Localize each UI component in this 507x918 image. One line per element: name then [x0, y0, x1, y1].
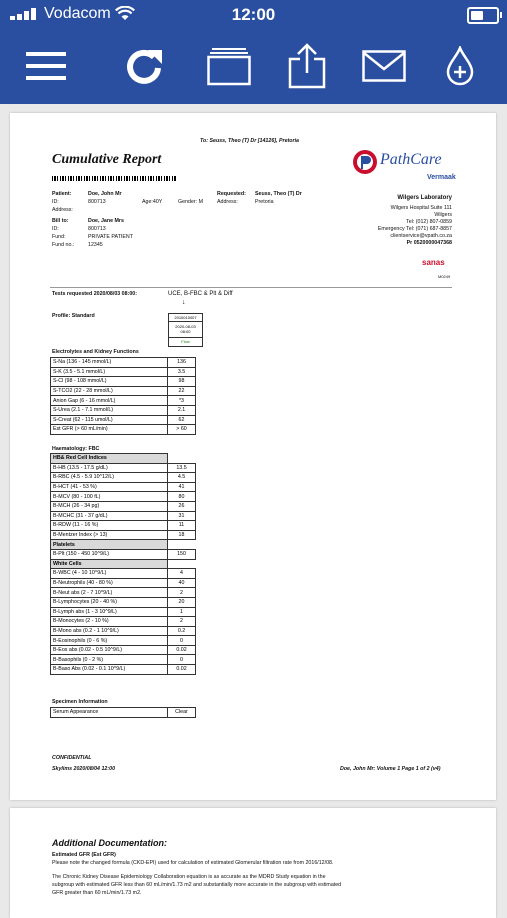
- table-section-label: Platelets: [51, 540, 168, 550]
- sanas-logo: [422, 258, 454, 282]
- test-name: Est GFR (> 60 mL/min): [51, 425, 168, 435]
- gfr-line-4: GFR greater than 60 mL/min/1.73 m2.: [52, 890, 142, 896]
- share-icon: [287, 43, 327, 89]
- requested-by: Seuss, Theo (T) Dr: [255, 191, 302, 197]
- test-value: 31: [168, 511, 196, 521]
- logo-sub: Vermaak: [427, 174, 456, 181]
- test-value: 2.1: [168, 405, 196, 415]
- test-value: 98: [168, 377, 196, 387]
- test-value: 4.5: [168, 473, 196, 483]
- battery-icon: [467, 7, 499, 24]
- patient-id: 800713: [88, 199, 106, 205]
- test-name: B-Neutrophils (40 - 80 %): [51, 578, 168, 588]
- test-name: B-Lymph abs (1 - 3 10^9/L): [51, 607, 168, 617]
- lab-name: Wilgers Laboratory: [397, 195, 452, 201]
- confidential-label: CONFIDENTIAL: [52, 755, 92, 761]
- specimen-header: Specimen Information: [52, 699, 108, 705]
- table-row: [51, 482, 196, 492]
- tests-requested: UCE, B-FBC & Plt & Diff: [168, 291, 233, 297]
- patient-label: Patient:: [52, 191, 72, 197]
- toolbar: [0, 28, 507, 104]
- fund-no-label: Fund no.:: [52, 242, 75, 248]
- divider-1: [50, 287, 452, 288]
- test-value: 13.5: [168, 463, 196, 473]
- mail-icon: [362, 50, 406, 82]
- table-section-row: [51, 540, 196, 550]
- test-value: 41: [168, 482, 196, 492]
- result-column-header: [168, 313, 203, 347]
- footer-left: Skylims 2020/08/04 12:00: [52, 766, 116, 772]
- table-row: [51, 386, 196, 396]
- requested-address-label: Address:: [217, 199, 238, 205]
- table-row: [51, 588, 196, 598]
- menu-button[interactable]: [22, 42, 70, 90]
- test-value: > 60: [168, 425, 196, 435]
- menu-icon: [26, 50, 66, 82]
- electrolytes-header: Electrolytes and Kidney Functions: [52, 349, 139, 355]
- share-button[interactable]: [283, 42, 331, 90]
- lab-email: clientservice@vpath.co.za: [390, 233, 452, 239]
- drop-icon: [445, 46, 475, 86]
- table-row: [51, 549, 196, 559]
- lab-emergency-tel: Emergency Tel: (071) 687-8857: [377, 226, 452, 232]
- table-section-label: White Cells: [51, 559, 168, 569]
- report-title: Cumulative Report: [52, 152, 162, 167]
- test-value: 2: [168, 617, 196, 627]
- test-value: 0: [168, 636, 196, 646]
- test-value: 11: [168, 521, 196, 531]
- sanas-code: M0249: [438, 274, 451, 279]
- table-row: [51, 501, 196, 511]
- test-name: B-HCT (41 - 53 %): [51, 482, 168, 492]
- test-name: Serum Appearance: [51, 708, 168, 718]
- test-value: 26: [168, 501, 196, 511]
- gfr-line-3: subgroup with estimated GFR less than 60 mL/min/1.73 m2 and substantially more accurate in the subgroup with estimated: [52, 882, 342, 888]
- test-name: B-Basophils (0 - 2 %): [51, 655, 168, 665]
- status-bar: [0, 0, 507, 28]
- address-label: Address:: [52, 207, 73, 213]
- test-name: S-Na (136 - 145 mmol/L): [51, 358, 168, 368]
- additional-doc-heading: Additional Documentation:: [52, 838, 167, 848]
- tabs-icon: [207, 46, 251, 86]
- down-arrow-icon: ↓: [182, 299, 186, 306]
- test-name: B-RDW (11 - 16 %): [51, 521, 168, 531]
- table-row: [51, 511, 196, 521]
- test-name: S-Creat (62 - 115 umol/L): [51, 415, 168, 425]
- table-row: [51, 626, 196, 636]
- bill-name: Doe, Jane Mrs: [88, 218, 124, 224]
- test-value: 2: [168, 588, 196, 598]
- test-name: B-Mentzer Index (> 13): [51, 530, 168, 540]
- test-value: 80: [168, 492, 196, 502]
- test-value: Clear: [168, 708, 196, 718]
- col-flow: Flow: [169, 337, 202, 344]
- test-name: B-Mono abs (0.2 - 1 10^9/L): [51, 626, 168, 636]
- test-value: *3: [168, 396, 196, 406]
- to-line: To: Seuss, Theo (T) Dr [14126], Pretoria: [200, 138, 299, 144]
- col-time: 08:00: [180, 329, 191, 334]
- patient-gender: Gender: M: [178, 199, 204, 205]
- table-row: [51, 405, 196, 415]
- table-row: [51, 636, 196, 646]
- table-row: [51, 530, 196, 540]
- test-name: B-Plt (150 - 450 10^9/L): [51, 549, 168, 559]
- test-value: 0.2: [168, 626, 196, 636]
- test-name: B-HB (13.5 - 17.5 g/dL): [51, 463, 168, 473]
- test-value: 40: [168, 578, 196, 588]
- footer-right: Doe, John Mr: Volume 1 Page 1 of 2 (v4): [340, 766, 441, 772]
- test-name: B-MCV (80 - 100 fL): [51, 492, 168, 502]
- pathcare-logo-icon: [352, 149, 378, 175]
- barcode: [52, 176, 176, 181]
- test-value: 62: [168, 415, 196, 425]
- table-row: [51, 617, 196, 627]
- table-row: [51, 645, 196, 655]
- test-name: B-Monocytes (2 - 10 %): [51, 617, 168, 627]
- test-name: B-Neut abs (2 - 7 10^9/L): [51, 588, 168, 598]
- bill-id-label: ID:: [52, 226, 59, 232]
- requested-label: Requested:: [217, 191, 246, 197]
- tests-requested-label: Tests requested 2020/08/03 08:00:: [52, 291, 137, 297]
- lab-pr: Pr 0520000047368: [406, 240, 452, 246]
- table-row: [51, 415, 196, 425]
- table-section-blank: [168, 454, 196, 464]
- lab-address-1: Wilgers Hospital Suite 111: [390, 205, 452, 211]
- gfr-subheading: Estimated GFR (Est GFR): [52, 852, 116, 858]
- test-value: 0.02: [168, 665, 196, 675]
- fund-label: Fund:: [52, 234, 66, 240]
- gfr-line-2: The Chronic Kidney Disease Epidemiology Collaboration equation is as accurate as the MDRD Study equation in the: [52, 874, 326, 880]
- test-name: B-RBC (4.5 - 5.9 10^12/L): [51, 473, 168, 483]
- carrier-name: Vodacom: [44, 5, 111, 22]
- specimen-table: [50, 707, 196, 718]
- lab-details: [378, 195, 452, 247]
- table-row: [51, 396, 196, 406]
- test-name: S-TCO2 (22 - 28 mmol/L): [51, 386, 168, 396]
- table-section-label: HB& Red Cell Indices: [51, 454, 168, 464]
- patient-age: Age:40Y: [142, 199, 163, 205]
- test-value: 0.02: [168, 645, 196, 655]
- table-row: [51, 492, 196, 502]
- col-id: 2010010007: [169, 314, 202, 322]
- haematology-header: Haematology: FBC: [52, 446, 100, 452]
- drop-button[interactable]: [436, 42, 484, 90]
- test-value: 20: [168, 597, 196, 607]
- test-value: 1: [168, 607, 196, 617]
- fund-value: PRIVATE PATIENT: [88, 234, 133, 240]
- test-value: 3.5: [168, 367, 196, 377]
- test-value: 150: [168, 549, 196, 559]
- table-row: [51, 473, 196, 483]
- test-value: 0: [168, 655, 196, 665]
- table-row: [51, 708, 196, 718]
- mail-button[interactable]: [360, 42, 408, 90]
- test-name: B-MCH (26 - 34 pg): [51, 501, 168, 511]
- table-row: [51, 569, 196, 579]
- test-value: 22: [168, 386, 196, 396]
- bill-id: 800713: [88, 226, 106, 232]
- test-value: 18: [168, 530, 196, 540]
- pathcare-logo: [352, 149, 456, 185]
- lab-address-2: Wilgers: [434, 212, 452, 218]
- gfr-line-1: Please note the changed formula (CKD-EPI) used for calculation of estimated Glomerular filtration rate from 2016/12/08.: [52, 860, 334, 866]
- report-page-1: [10, 113, 496, 800]
- table-row: [51, 578, 196, 588]
- test-name: B-Eosinophils (0 - 6 %): [51, 636, 168, 646]
- test-name: S-Cl (98 - 108 mmol/L): [51, 377, 168, 387]
- refresh-icon: [124, 46, 164, 86]
- test-name: S-K (3.5 - 5.1 mmol/L): [51, 367, 168, 377]
- table-section-row: [51, 559, 196, 569]
- test-name: Anion Gap (6 - 16 mmol/L): [51, 396, 168, 406]
- logo-name: PathCare: [380, 151, 442, 168]
- test-name: B-Lymphocytes (20 - 40 %): [51, 597, 168, 607]
- sanas-label: sanas: [422, 258, 445, 267]
- table-row: [51, 607, 196, 617]
- test-name: B-MCHC (31 - 37 g/dL): [51, 511, 168, 521]
- test-name: S-Urea (2.1 - 7.1 mmol/L): [51, 405, 168, 415]
- table-row: [51, 463, 196, 473]
- lab-tel: Tel: (012) 807-0859: [406, 219, 452, 225]
- table-section-blank: [168, 559, 196, 569]
- requested-address: Pretoria: [255, 199, 274, 205]
- tabs-button[interactable]: [205, 42, 253, 90]
- col-date: 2020-08-03: [175, 324, 196, 329]
- test-name: B-Eos abs (0.02 - 0.5 10^9/L): [51, 645, 168, 655]
- id-label: ID:: [52, 199, 59, 205]
- refresh-button[interactable]: [120, 42, 168, 90]
- table-section-row: [51, 454, 196, 464]
- test-value: 136: [168, 358, 196, 368]
- profile: Profile: Standard: [52, 313, 95, 319]
- clock: 12:00: [231, 5, 276, 24]
- table-row: [51, 425, 196, 435]
- test-value: 4: [168, 569, 196, 579]
- fund-no-value: 12345: [88, 242, 103, 248]
- haematology-table: [50, 453, 196, 675]
- table-row: [51, 521, 196, 531]
- bill-label: Bill to:: [52, 218, 69, 224]
- table-row: [51, 665, 196, 675]
- table-row: [51, 597, 196, 607]
- table-section-blank: [168, 540, 196, 550]
- table-row: [51, 358, 196, 368]
- table-row: [51, 377, 196, 387]
- patient-name: Doe, John Mr: [88, 191, 122, 197]
- electrolytes-table: [50, 357, 196, 435]
- table-row: [51, 367, 196, 377]
- test-name: B-WBC (4 - 10 10^9/L): [51, 569, 168, 579]
- test-name: B-Baso Abs (0.02 - 0.1 10^9/L): [51, 665, 168, 675]
- table-row: [51, 655, 196, 665]
- report-page-2: [10, 808, 496, 918]
